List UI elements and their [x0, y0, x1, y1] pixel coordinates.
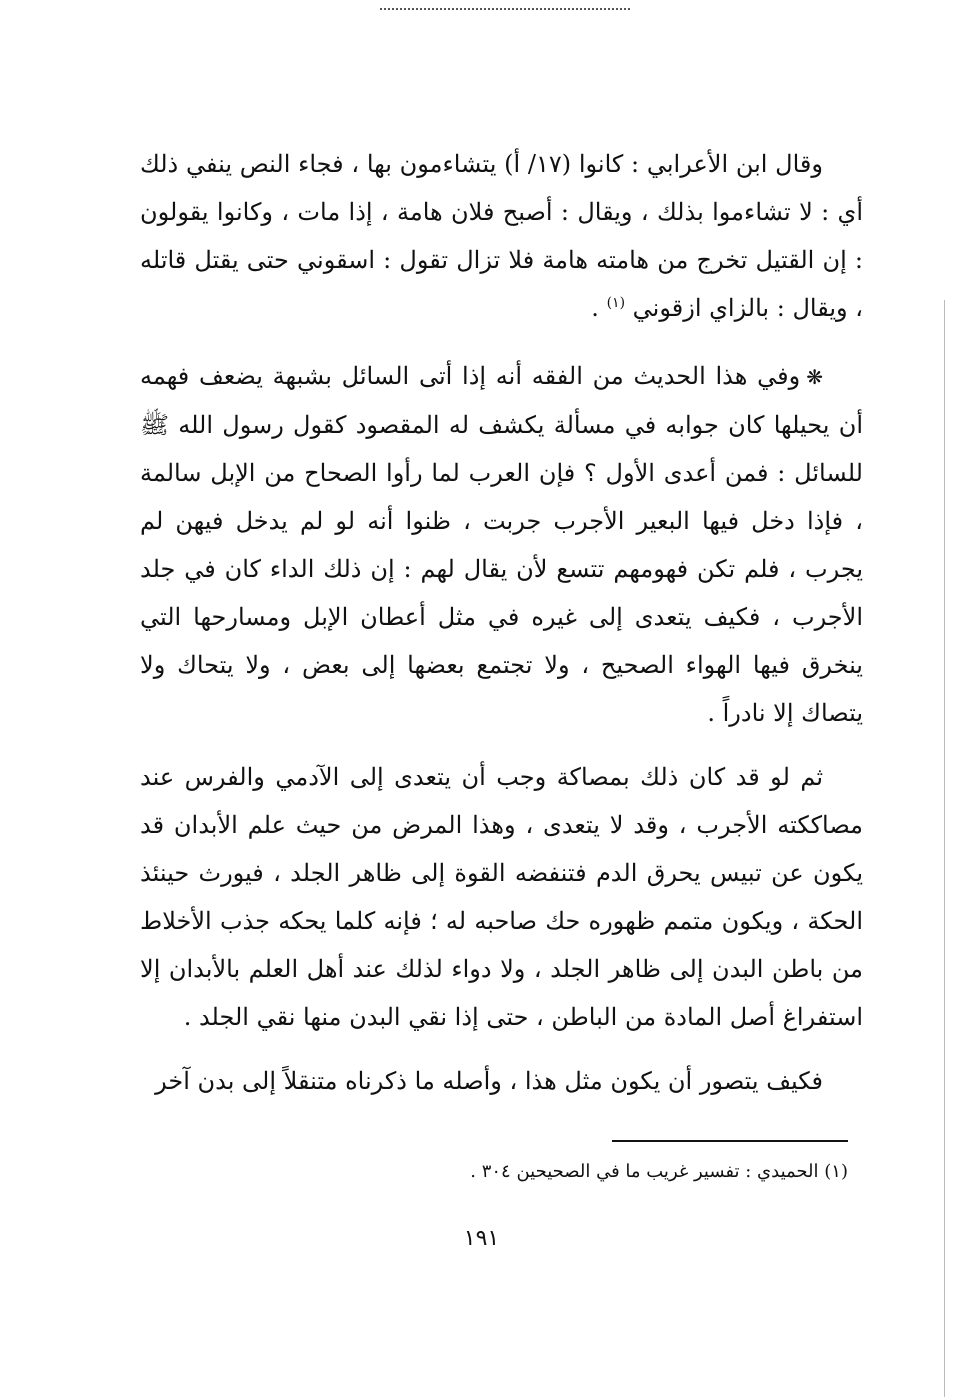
paragraph-1-end: . — [591, 294, 607, 322]
paragraph-4-text: فكيف يتصور أن يكون مثل هذا ، وأصله ما ذكرناه متنقلاً إلى بدن آخر — [155, 1067, 823, 1095]
paragraph-1-text: وقال ابن الأعرابي : كانوا (١٧/ أ) يتشاءمون بها ، فجاء النص ينفي ذلك أي : لا تشاءموا بذلك ، ويقال : أصبح فلان هامة ، إذا مات ، وكانوا يقولون : إن القتيل تخرج من هامته هامة فلا تزال تقول : اسقوني حتى يقتل قاتله ، ويقال : بالزاي ازقوني — [140, 150, 863, 322]
paragraph-1 — [140, 140, 863, 332]
paragraph-2 — [140, 352, 863, 737]
footnote-text: الحميدي : تفسير غريب ما في الصحيحين ٣٠٤ . — [470, 1161, 819, 1182]
top-edge-mark — [380, 0, 630, 10]
page-number: ١٩١ — [463, 1226, 500, 1251]
paragraph-4 — [140, 1057, 863, 1105]
footnote-divider — [612, 1140, 848, 1142]
paragraph-3 — [140, 753, 863, 1041]
paragraph-3-text: ثم لو قد كان ذلك بمصاكة وجب أن يتعدى إلى الآدمي والفرس عند مصاككته الأجرب ، وقد لا يتعدى ، وهذا المرض من حيث علم الأبدان قد يكون عن تبيس يحرق الدم فتنفضه القوة إلى ظاهر الجلد ، فيورث حينئذ الحكة ، ويكون متمم ظهوره حك صاحبه له ؛ فإنه كلما يحكه جذب الأخلاط من باطن البدن إلى ظاهر الجلد ، ولا دواء لذلك عند أهل العلم بالأبدان إلا استفراغ أصل المادة من الباطن ، حتى إذا نقي البدن منها نقي الجلد . — [140, 763, 863, 1031]
section-star-icon: ❋ — [806, 365, 823, 389]
paragraph-2-text: وفي هذا الحديث من الفقه أنه إذا أتى السائل بشبهة يضعف فهمه أن يحيلها كان جوابه في مسألة يكشف له المقصود كقول رسول الله ﷺ للسائل : فمن أعدى الأول ؟ فإن العرب لما رأوا الصحاح من الإبل سالمة ، فإذا دخل فيها البعير الأجرب جربت ، ظنوا أنه لو لم يدخل فيهن لم يجرب ، فلم تكن فهومهم تتسع لأن يقال لهم : إن ذلك الداء كان في جلد الأجرب ، فكيف يتعدى إلى غيره في مثل أعطان الإبل ومسارحها التي ينخرق فيها الهواء الصحيح ، ولا تجتمع بعضها إلى بعض ، ولا يتحاك ولا يتصاك إلا نادراً . — [140, 362, 864, 727]
page-body — [140, 140, 863, 1121]
footnote — [470, 1158, 848, 1186]
footnote-reference[interactable]: (١) — [606, 295, 626, 311]
footnote-number: (١) — [824, 1161, 848, 1182]
